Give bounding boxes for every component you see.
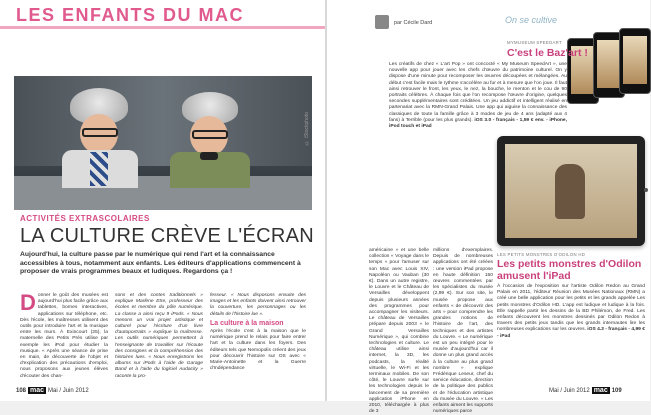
child-figure-left [56, 88, 146, 188]
body-column-3 [210, 293, 306, 372]
section-subhead: La culture à la maison [210, 319, 284, 327]
magazine-logo: mac [593, 387, 608, 394]
article-lede: Aujourd'hui, la culture passe par le numérique qui rend l'art et la connaissance accessibles à tous, notamment aux enfants. Les éditeurs d'applications commencent à proposer de vrais programmes beaux et ludiques. Regardons ça ! [20, 251, 301, 276]
app-price: iOS 3.0 - français - 1,59 € env. - iPhone, iPod touch et iPad [389, 117, 567, 130]
app-label: LES PETITS MONSTRES D'ODILON HD [497, 252, 586, 257]
magazine-logo: mac [30, 387, 45, 394]
app-description [497, 284, 645, 340]
page-folio [549, 387, 622, 394]
app-label: MYMUSEUM SPEEDART [507, 40, 562, 45]
brand-rule [0, 26, 325, 29]
article-headline: LA CULTURE CRÈVE L'ÉCRAN [20, 225, 315, 247]
iphone-screenshots [567, 28, 650, 138]
body-text: À l'occasion de l'exposition sur l'artiste Odilon Redon au Grand Palais en 2011, l'éditeur Réunion des Musées Nationaux (RMN) a créé une belle application pour les petits et les grands appelée Les petits monstres d'Odilon HD. L'app est ludique et ludique à la fois. Elle rappelle partir les dessins de la BD Philémon, de Fred. Les enfants découvrent les monstres dessinés par Odilon Redon à travers des petits jeux tandis que les grands internautes lire les nombreuses explications sur les œuvres. [497, 284, 645, 333]
body-text: onner le goût des musées est aujourd'hui plus facile grâce aux tablettes, bornes interactives, applications sur téléphone, etc. Dès l'école, les maîtresses utilisent des outils pour introduire l'art et la musique entre les murs. À Exincourt (25), la maternelle des Petits Prés utilise par exemple les iPod pour étudier la musique. « Après une séance de prise en main, de découverte de l'objet et d'explication des précautions d'emploi, nous proposons aux jeunes élèves d'écouter des chan- [20, 293, 108, 379]
ipad-screenshot [497, 136, 645, 246]
body-column-2 [115, 293, 203, 380]
app-title: Les petits monstres d'Odilon amusent l'iPad [497, 258, 642, 282]
app-title: C'est le Baz'art ! [507, 47, 588, 59]
app-price: iOS 4.3 - français - 4,99 € - iPad [497, 327, 645, 339]
dropcap: D [20, 290, 36, 315]
body-text: millions d'exemplaires. Depuis de nombreuses applications ont été créées : une version iPad propose en haute définition 150 œuvres commentées par les spécialistes du musée (2,99 €). Sur son site, le musée propose aux enfants « de découvrir des arts » pour comprendre les grandes notions de l'histoire de l'art, des techniques et des artistes du Louvre. « Le numérique est un peu intégré pour le musée d'aujourd'hui car il donne un plus grand accès à la culture au plus grand nombre » explique Frédérique Leseur, chef du service éducation, direction de la politique des publics et de l'éducation artistique du musée du Louvre. « Les enfants aiment les supports numériques parce [433, 248, 493, 415]
body-column-1 [369, 248, 429, 415]
issue-date: Mai / Juin 2012 [48, 388, 89, 394]
column-brand: LES ENFANTS DU MAC [16, 5, 245, 25]
body-text: sons et des contes traditionnels » explique Marlène Etre, professeur des écoles et membre du pôle numérique. La classe a ainsi reçu 9 iPods. « Nous menons un vrai projet artistique et culturel pour l'écriture d'un livre d'autoportraits » explique la maîtresse. Les outils numériques permettent à l'enseignante de travailler sur l'écoute des consignes et la compréhension des histoires lues. « Nous enregistrons les albums sur iPods à l'aide de Garage Band et à l'aide du logiciel Audacity » raconte la pro- [115, 293, 203, 379]
right-page [327, 0, 650, 415]
body-text: américaine » et une belle collection « Voyage dans le temps » pour l'amuser sur son Mac avec Louis XIV, Napoléon ou Vauban (30 €). Dans un autre registre, le Louvre et le Château de Versailles développent depuis plusieurs années des programmes pour accompagner les visiteurs. Le château de Versailles prépare depuis 2003 « le Grand Versailles Numérique », qui combine technologies et culture. Le château utilise ainsi internet, la 3D, les podcasts, la réalité virtuelle, le Wi-Fi et les terminaux mobiles. De son côté, le Louvre surfe sur les technologies depuis le lancement de sa première application iPhone en 2010, téléchargée à plus de 3 [369, 248, 429, 415]
body-column-1 [20, 290, 108, 380]
author-avatar [375, 15, 389, 29]
byline: par Cécile Dard [394, 20, 433, 26]
article-kicker: ACTIVITÉS EXTRASCOLAIRES [20, 214, 150, 223]
page-number: 108 [16, 388, 27, 394]
body-text: fesseur. « Nous disposons ensuite des images et les enfants doivent ainsi retrouver la couverture, les personnages ou les détails de l'histoire lue ». [210, 293, 306, 317]
section-tag: On se cultive [505, 15, 558, 25]
child-figure-right [164, 92, 256, 188]
page-folio [16, 387, 89, 394]
photo-credit: © iStockphoto [304, 112, 310, 146]
hero-photo [14, 76, 312, 210]
body-column-2 [433, 248, 493, 415]
page-number: 109 [611, 388, 622, 394]
left-page [0, 0, 325, 401]
body-text: Après l'école c'est à la maison que le numérique prend le relais pour faire entrer l'art et la culture dans les foyers. Des éditeurs tels que Nemopolis créent des jeux pour découvrir l'histoire sur OS avec « Marie-Antoinette et la Guerre d'Indépendance [210, 329, 306, 372]
body-text: Les créatifs de chez « L'art Pop » ont concocté « My Museum SpeedArt », une nouvelle app pour jouer avec les chefs d'œuvre du patrimoine culturel. On y dispose d'une minute pour recomposer les œuvres découpées et mélangées. Au début c'est facile mais le rythme s'accélère au fur et à mesure que l'on joue. Il faut ainsi retrouver le front, les yeux, le nez, la bouche, le menton et le cou de 90 portraits célèbres. À chaque fois que l'on recompose l'œuvre d'origine, quelques secondes supplémentaires sont créditées. Un jeu addictif et intelligent réalisé en partenariat avec la RMN-Grand Palais. Une app qui aiguise la connaissance des classiques de toute la famille grâce à 3 modes de jeu de 4 ans (adapté aux 4 fans) à Terrible (pour les plus grands). [389, 62, 567, 123]
issue-date: Mai / Juin 2012 [549, 388, 590, 394]
app-description [389, 62, 567, 130]
